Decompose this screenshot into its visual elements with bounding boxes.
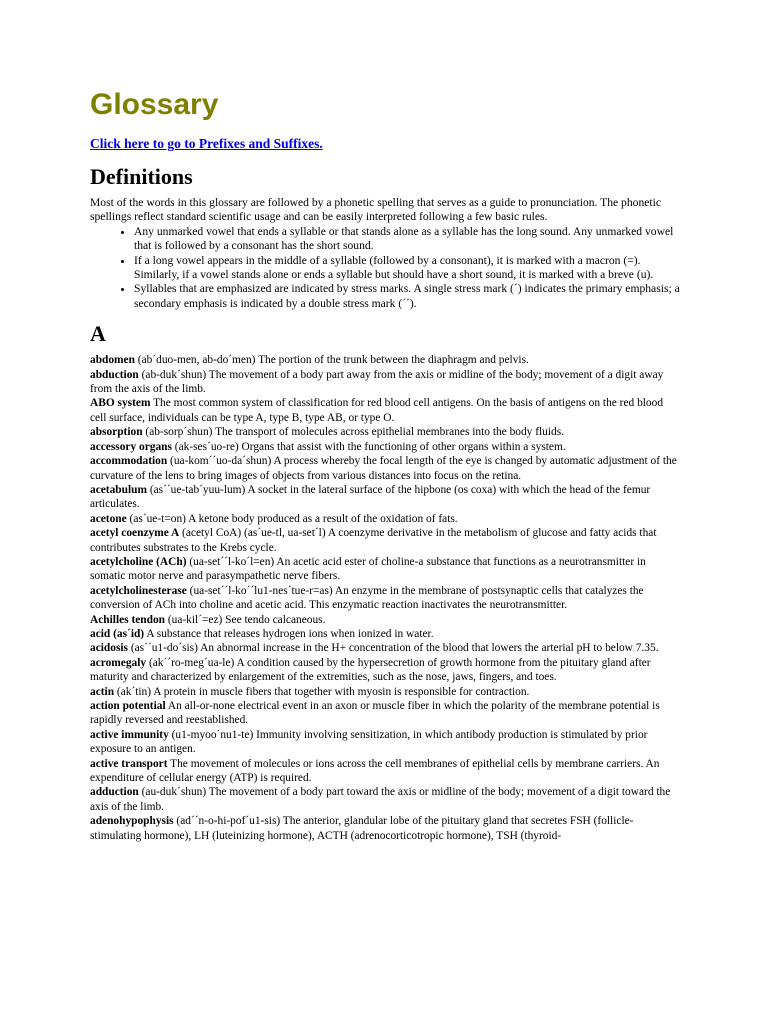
entry-definition: (ak-ses´uo-re) Organs that assist with the functioning of other organs within a system. — [171, 440, 566, 453]
entry-term: ABO system — [90, 397, 151, 410]
glossary-entry — [90, 685, 680, 699]
entry-definition: (ua-kil´=ez) See tendo calcaneous. — [165, 613, 326, 626]
glossary-entry — [90, 368, 680, 397]
entry-definition: (ad´´n-o-hi-pof´u1-sis) The anterior, glandular lobe of the pituitary gland that secretes FSH (follicle-stimulating hormone), LH (luteinizing hormone), ACTH (adrenocorticotropic hormone), TSH (thyroid- — [90, 815, 634, 842]
glossary-entry — [90, 584, 680, 613]
glossary-entry — [90, 440, 680, 454]
entry-term: accommodation — [90, 455, 168, 468]
glossary-entry — [90, 425, 680, 439]
glossary-entry — [90, 555, 680, 584]
rule-item: • Syllables that are emphasized are indicated by stress marks. A single stress mark (´) indicates the primary emphasis; a secondary emphasis is indicated by a double stress mark (´´). — [134, 282, 680, 311]
entry-term: acetylcholinesterase — [90, 584, 187, 597]
entry-definition: (ab´duo-men, ab-do´men) The portion of the trunk between the diaphragm and pelvis. — [134, 354, 529, 367]
glossary-entry — [90, 728, 680, 757]
entry-definition: (as´ue-t=on) A ketone body produced as a result of the oxidation of fats. — [126, 512, 458, 525]
glossary-entry — [90, 656, 680, 685]
page-title: Glossary — [90, 88, 219, 121]
glossary-entry — [90, 454, 680, 483]
entry-definition: (ua-kom´´uo-da´shun) A process whereby the focal length of the eye is changed by automatic adjustment of the curvature of the lens to bring images of objects from various distances into focus on the retina. — [90, 455, 677, 482]
entry-definition: (ua-set´´l-ko´´lu1-nes´tue-r=as) An enzyme in the membrane of postsynaptic cells that catalyzes the conversion of ACh into choline and acetic acid. This enzymatic reaction inactivates the neurotransmitter. — [90, 584, 644, 612]
letter-heading: A — [90, 321, 106, 347]
glossary-entry — [90, 627, 680, 641]
glossary-entry — [90, 757, 680, 786]
entry-term: adduction — [90, 786, 139, 799]
entry-term: active immunity — [90, 728, 169, 741]
glossary-entry — [90, 699, 680, 728]
glossary-entry — [90, 353, 680, 367]
entry-term: acetone — [90, 512, 127, 525]
pronunciation-rules-list — [90, 225, 680, 311]
intro-paragraph: Most of the words in this glossary are followed by a phonetic spelling that serves as a guide to pronunciation. The phonetic spellings reflect standard scientific usage and can be easily interpreted following a few basic rules. — [90, 196, 661, 224]
glossary-page — [90, 86, 680, 843]
entry-term: acetyl coenzyme A — [90, 527, 180, 540]
entry-term: abduction — [90, 368, 139, 381]
entry-term: Achilles tendon — [90, 613, 165, 626]
rule-item: • If a long vowel appears in the middle of a syllable (followed by a consonant), it is marked with a macron (=). Similarly, if a vowel stands alone or ends a syllable but should have a short sound, it is marked with a breve (u). — [134, 254, 680, 283]
entry-term: actin — [90, 685, 115, 698]
glossary-entry — [90, 814, 680, 843]
entry-definition: An all-or-none electrical event in an axon or muscle fiber in which the polarity of the membrane potential is rapidly reversed and reestablished. — [90, 700, 660, 727]
glossary-entry — [90, 641, 680, 655]
entry-term: acetabulum — [90, 483, 147, 496]
entry-definition: (acetyl CoA) (as´ue-tl, ua-set´l) A coenzyme derivative in the metabolism of glucose and fatty acids that contributes substrates to the Krebs cycle. — [90, 527, 657, 554]
rule-item: • Any unmarked vowel that ends a syllable or that stands alone as a syllable has the long sound. Any unmarked vowel that is followed by a consonant has the short sound. — [134, 225, 680, 254]
entry-definition: (ab-sorp´shun) The transport of molecules across epithelial membranes into the body fluids. — [142, 426, 565, 439]
glossary-entry — [90, 512, 680, 526]
entry-term: accessory organs — [90, 440, 172, 453]
entry-definition: A substance that releases hydrogen ions when ionized in water. — [144, 627, 434, 640]
entry-definition: (u1-myoo´nu1-te) Immunity involving sensitization, in which antibody production is stimulated by prior exposure to an antigen. — [90, 728, 648, 756]
entry-term: absorption — [90, 426, 143, 439]
entry-definition: (au-duk´shun) The movement of a body part toward the axis or midline of the body; movement of a digit toward the axis of the limb. — [90, 786, 671, 813]
glossary-entry — [90, 785, 680, 814]
entry-definition: (ua-set´´l-ko´l=en) An acetic acid ester of choline-a substance that functions as a neurotransmitter in somatic motor nerve and parasympathetic nerve fibers. — [90, 555, 646, 583]
entry-definition: (as´´ue-tab´yuu-lum) A socket in the lateral surface of the hipbone (os coxa) with which the head of the femur articulates. — [90, 483, 651, 511]
entry-term: acromegaly — [90, 656, 147, 669]
glossary-entry — [90, 396, 680, 425]
entry-term: action potential — [90, 700, 166, 712]
entry-term: acid (as´id) — [90, 627, 145, 640]
entry-term: abdomen — [90, 354, 135, 367]
entry-definition: (as´´u1-do´sis) An abnormal increase in the H+ concentration of the blood that lowers the arterial pH to below 7.35. — [127, 642, 659, 655]
entry-definition: The most common system of classification for red blood cell antigens. On the basis of antigens on the red blood cell surface, individuals can be type A, type B, type AB, or type O. — [90, 397, 664, 424]
entry-term: acetylcholine (ACh) — [90, 555, 187, 568]
entry-definition: (ak´´ro-meg´ua-le) A condition caused by the hypersecretion of growth hormone from the pituitary gland after maturity and characterized by enlargement of the extremities, such as the nose, jaws, fingers, and toes. — [90, 656, 651, 684]
entry-definition: (ab-duk´shun) The movement of a body part away from the axis or midline of the body; movement of a digit away from the axis of the limb. — [90, 368, 664, 396]
definitions-heading: Definitions — [90, 164, 193, 189]
glossary-entry — [90, 483, 680, 512]
glossary-entries — [90, 353, 680, 843]
entry-term: acidosis — [90, 642, 128, 655]
entry-term: adenohypophysis — [90, 815, 174, 828]
entry-definition: (ak´tin) A protein in muscle fibers that together with myosin is responsible for contraction. — [114, 685, 530, 698]
glossary-entry — [90, 613, 680, 627]
entry-term: active transport — [90, 757, 168, 770]
glossary-entry — [90, 526, 680, 555]
prefixes-suffixes-link[interactable]: Click here to go to Prefixes and Suffixes. — [90, 136, 323, 151]
entry-definition: The movement of molecules or ions across the cell membranes of epithelial cells by membrane carriers. An expenditure of cellular energy (ATP) is required. — [90, 757, 660, 785]
